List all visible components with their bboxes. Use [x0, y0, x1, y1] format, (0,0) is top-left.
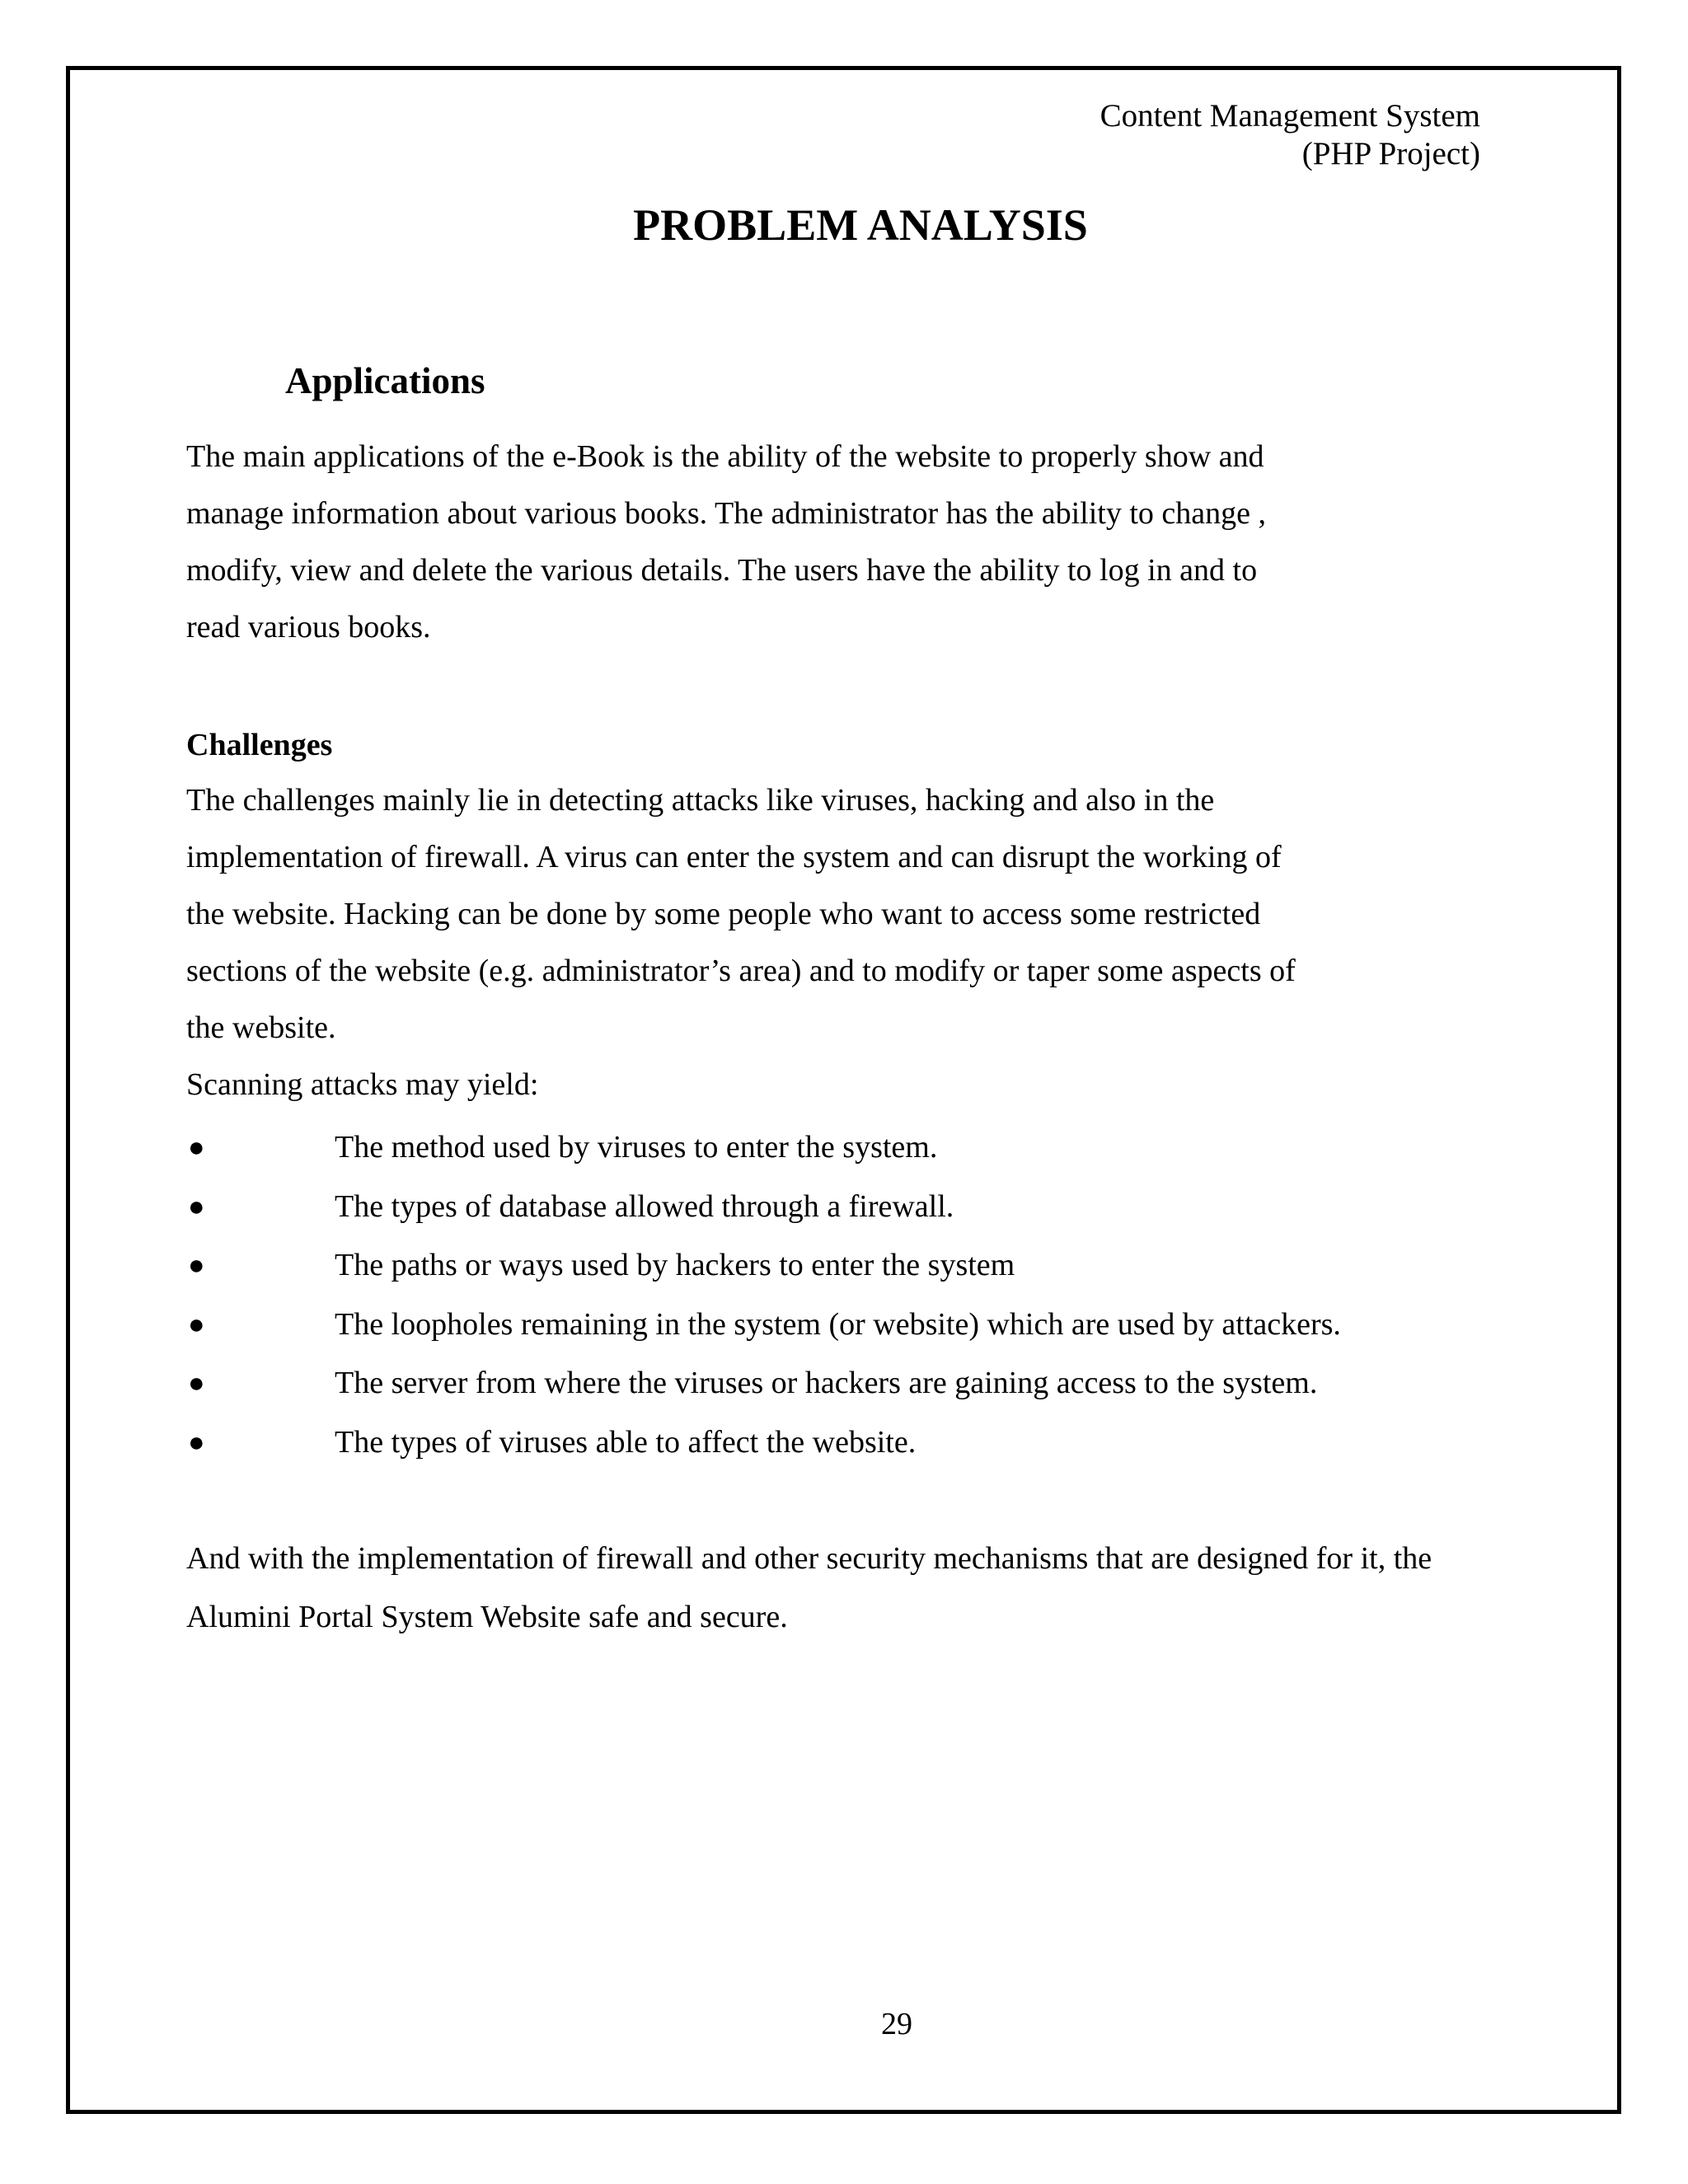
page-title: PROBLEM ANALYSIS [633, 200, 1088, 250]
list-item-text: The method used by viruses to enter the system. [335, 1130, 938, 1165]
paragraph-line: Scanning attacks may yield: [186, 1067, 539, 1102]
paragraph-line: Alumini Portal System Website safe and secure. [186, 1600, 788, 1634]
list-item [186, 1118, 1341, 1178]
paragraph-line: read various books. [186, 610, 431, 644]
bullet-icon: ● [188, 1132, 205, 1163]
paragraph-line: The challenges mainly lie in detecting attacks like viruses, hacking and also in the [186, 783, 1215, 818]
bullet-icon: ● [188, 1427, 205, 1458]
list-item-text: The paths or ways used by hackers to enter the system [335, 1248, 1015, 1282]
paragraph-line: modify, view and delete the various details. The users have the ability to log in and to [186, 553, 1258, 588]
paragraph-line: implementation of firewall. A virus can enter the system and can disrupt the working of [186, 840, 1282, 874]
paragraph-line: sections of the website (e.g. administrator’s area) and to modify or taper some aspects of [186, 954, 1296, 988]
bullet-icon: ● [188, 1191, 205, 1222]
bullet-icon: ● [188, 1309, 205, 1340]
scanning-results-list [186, 1118, 1341, 1472]
paragraph-line: The main applications of the e-Book is the ability of the website to properly show and [186, 439, 1264, 474]
list-item [186, 1236, 1341, 1296]
list-item [186, 1178, 1341, 1237]
challenges-heading: Challenges [186, 728, 333, 762]
list-item [186, 1296, 1341, 1355]
list-item [186, 1354, 1341, 1413]
list-item-text: The types of database allowed through a firewall. [335, 1188, 954, 1224]
header-line-1: Content Management System [1100, 98, 1480, 134]
running-header [1100, 97, 1480, 173]
paragraph-line: the website. Hacking can be done by some people who want to access some restricted [186, 897, 1261, 931]
paragraph-line: And with the implementation of firewall and other security mechanisms that are designed for it, the [186, 1541, 1432, 1576]
list-item-text: The loopholes remaining in the system (or website) which are used by attackers. [335, 1306, 1341, 1342]
list-item [186, 1413, 1341, 1473]
paragraph-line: the website. [186, 1010, 336, 1045]
applications-heading: Applications [285, 360, 485, 401]
bullet-icon: ● [188, 1250, 205, 1281]
page-number: 29 [881, 2007, 912, 2041]
list-item-text: The server from where the viruses or hackers are gaining access to the system. [335, 1366, 1318, 1400]
bullet-icon: ● [188, 1368, 205, 1399]
closing-paragraph [186, 1530, 1432, 1647]
header-line-2: (PHP Project) [1301, 136, 1480, 171]
applications-paragraph [186, 429, 1266, 656]
paragraph-line: manage information about various books. The administrator has the ability to change , [186, 496, 1266, 531]
list-item-text: The types of viruses able to affect the website. [335, 1424, 917, 1460]
challenges-paragraph [186, 772, 1296, 1113]
